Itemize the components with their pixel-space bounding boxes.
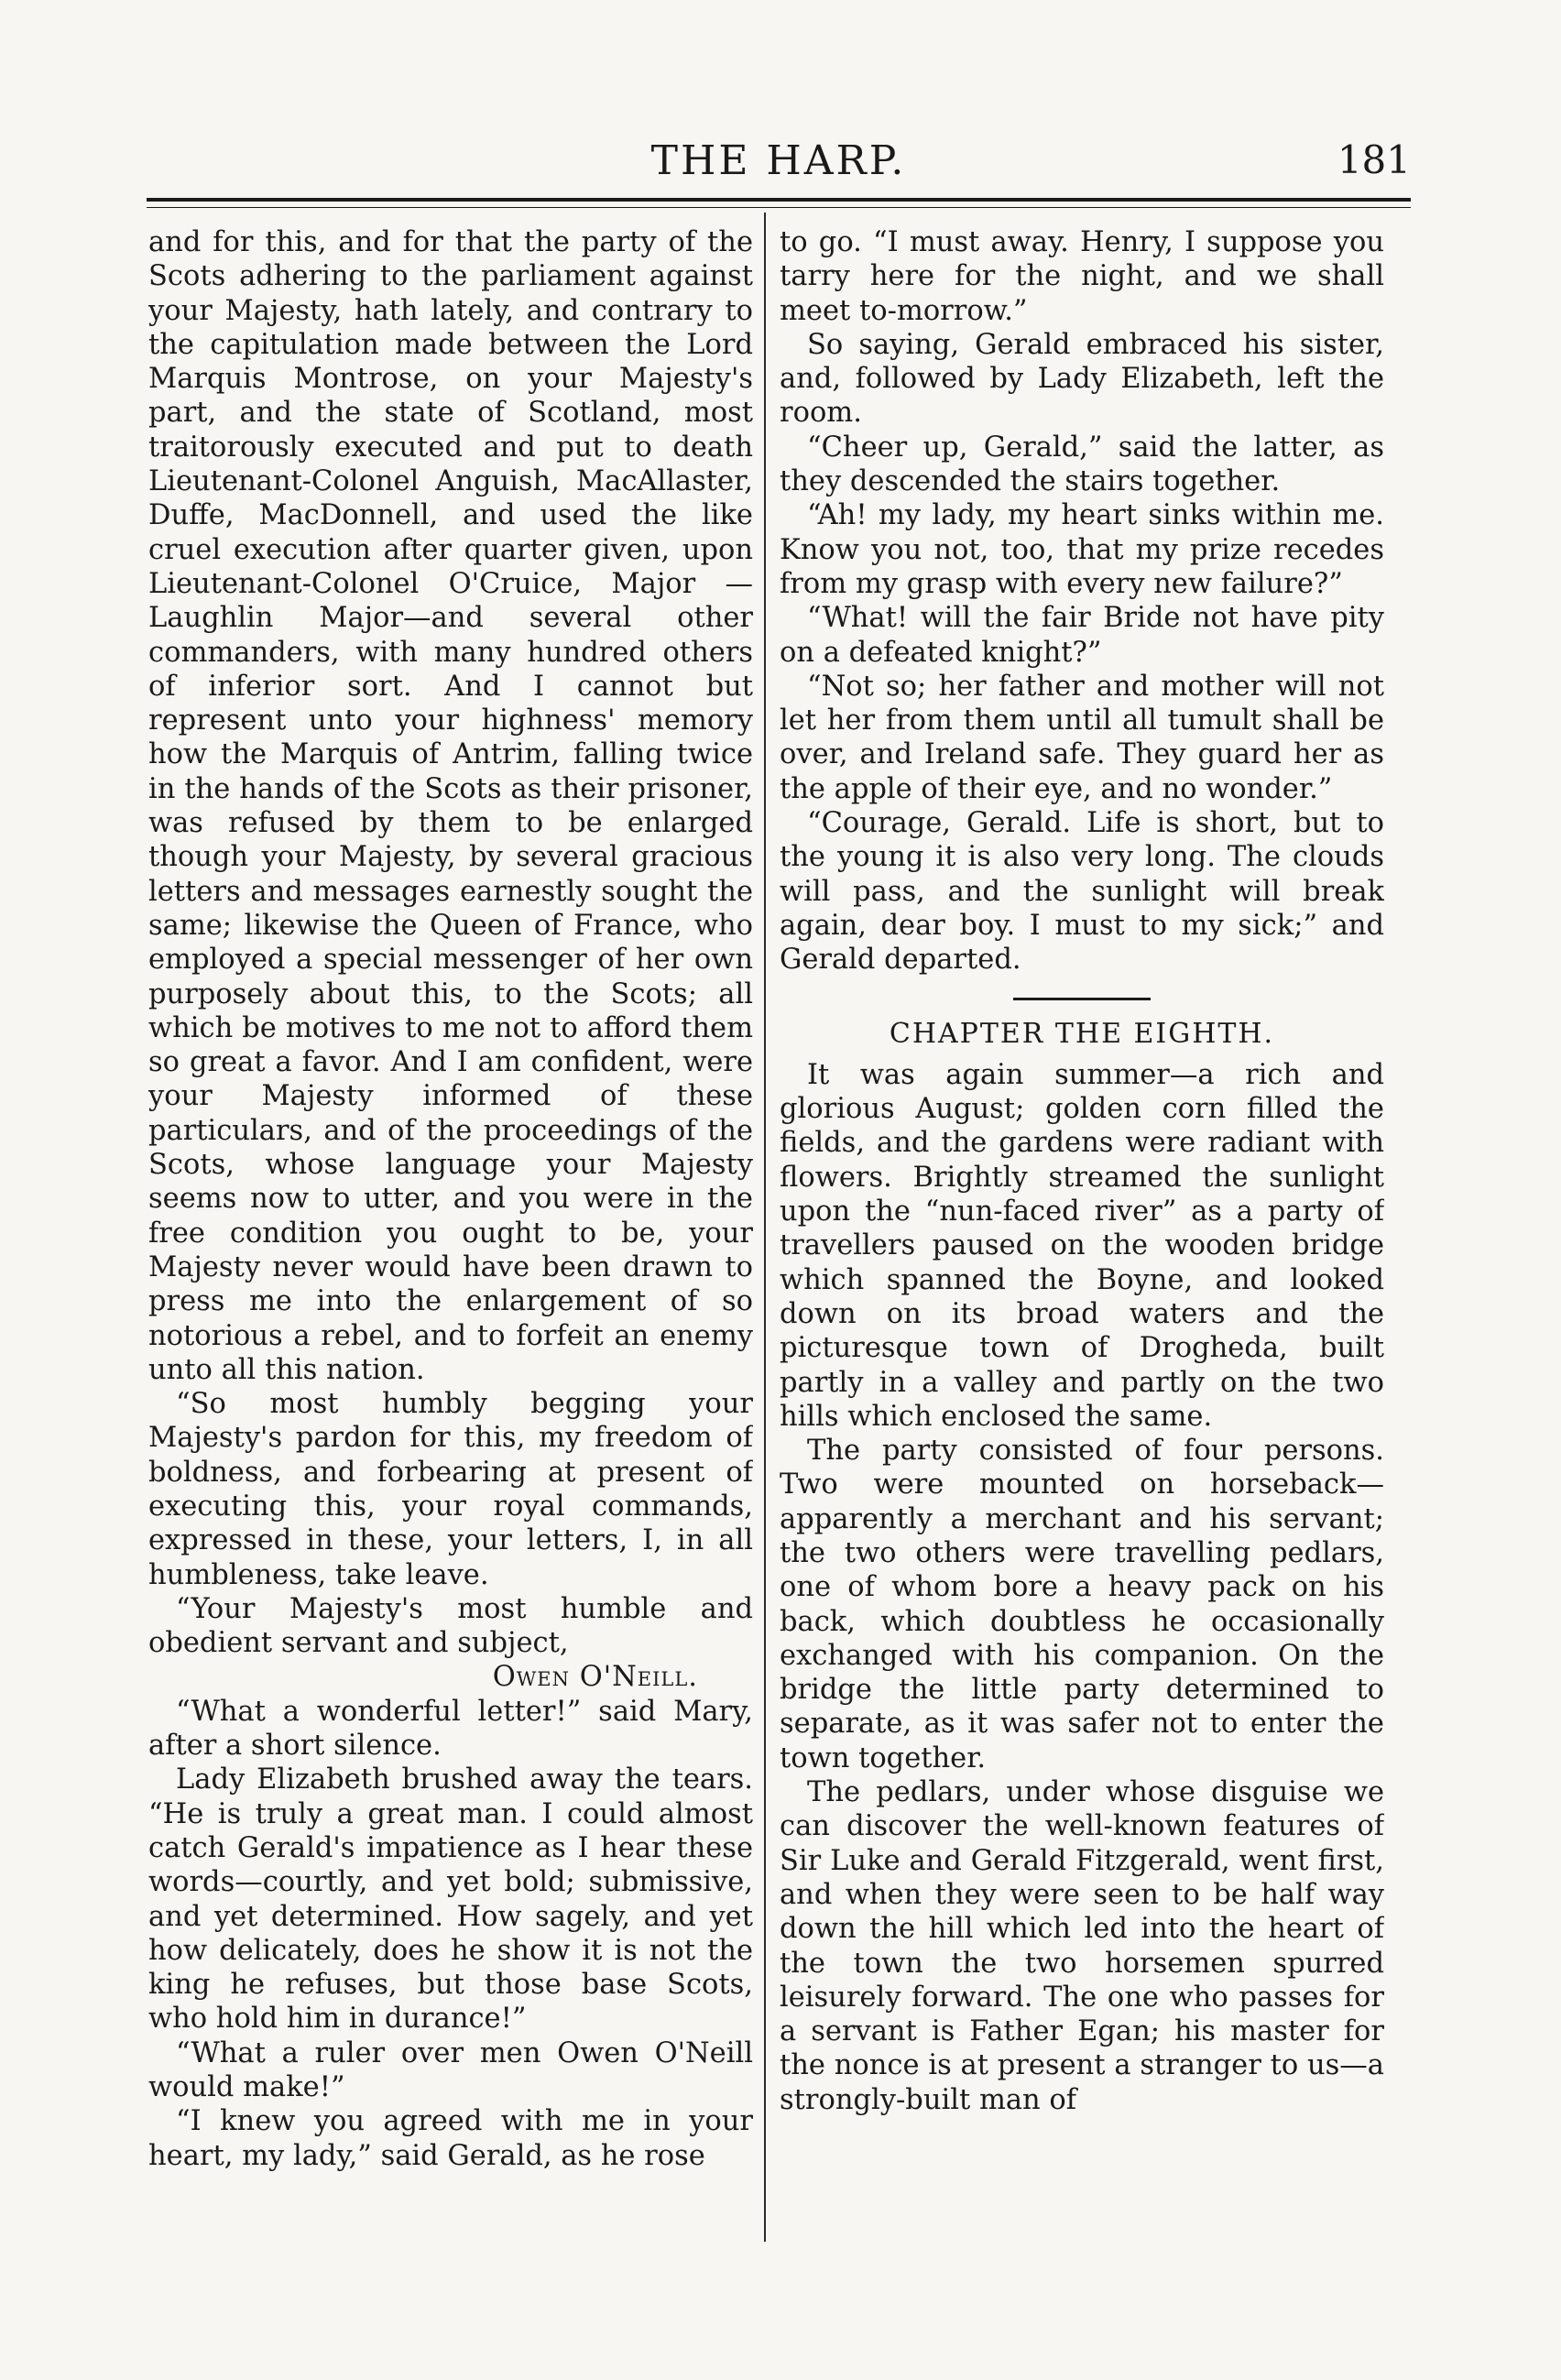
paragraph: “Ah! my lady, my heart sinks within me. Know you not, too, that my prize recedes from my grasp with every new failure?” <box>780 499 1384 600</box>
page-number: 181 <box>1337 137 1411 182</box>
running-title: THE HARP. <box>650 137 907 184</box>
paragraph: So saying, Gerald embraced his sister, and, followed by Lady Elizabeth, left the room. <box>780 328 1384 430</box>
paragraph: “What a ruler over men Owen O'Neill would make!” <box>148 2036 753 2104</box>
left-column <box>148 225 753 2232</box>
paragraph: “Not so; her father and mother will not let her from them until all tumult shall be over, and Ireland safe. They guard her as the apple of their eye, and no wonder.” <box>780 670 1384 805</box>
column-divider <box>764 213 766 2242</box>
right-column <box>780 225 1384 2232</box>
paragraph: The party consisted of four persons. Two were mounted on horseback—apparently a merchant and his servant; the two others were travelling pedlars, one of whom bore a heavy pack on his back, which doubtless he occasionally exchanged with his companion. On the bridge the little party determined to separate, as it was safer not to enter the town together. <box>780 1435 1384 1774</box>
paragraph: “I knew you agreed with me in your heart, my lady,” said Gerald, as he rose <box>148 2105 753 2172</box>
paragraph: “So most humbly begging your Majesty's pardon for this, my freedom of boldness, and forbearing at present of executing this, your royal commands, expressed in these, your letters, I, in all humbleness, take leave. <box>148 1388 753 1591</box>
paragraph: “What! will the fair Bride not have pity on a defeated knight?” <box>780 602 1384 669</box>
paragraph: to go. “I must away. Henry, I suppose you tarry here for the night, and we shall meet to-morrow.” <box>780 226 1384 327</box>
section-divider <box>1013 998 1151 1000</box>
paragraph: “Your Majesty's most humble and obedient servant and subject, <box>148 1592 753 1660</box>
paragraph: “Cheer up, Gerald,” said the latter, as they descended the stairs together. <box>780 431 1384 498</box>
letter-signature: Owen O'Neill. <box>492 1661 698 1694</box>
paragraph: It was again summer—a rich and glorious August; golden corn filled the fields, and the gardens were radiant with flowers. Brightly streamed the sunlight upon the “nun-faced river” as a party of travellers paused on the wooden bridge which spanned the Boyne, and looked down on its broad waters and the picturesque town of Drogheda, built partly in a valley and partly on the two hills which enclosed the same. <box>780 1058 1384 1433</box>
paragraph: “Courage, Gerald. Life is short, but to the young it is also very long. The clouds will pass, and the sunlight will break again, dear boy. I must to my sick;” and Gerald departed. <box>780 807 1384 977</box>
header-rule-thin <box>147 207 1411 208</box>
paragraph: “What a wonderful letter!” said Mary, after a short silence. <box>148 1695 753 1763</box>
paragraph: Lady Elizabeth brushed away the tears. “He is truly a great man. I could almost catch Gerald's impatience as I hear these words—courtly, and yet bold; submissive, and yet determined. How sagely, and yet how delicately, does he show it is not the king he refuses, but those base Scots, who hold him in durance!” <box>148 1763 753 2036</box>
chapter-heading: CHAPTER THE EIGHTH. <box>889 1017 1275 1050</box>
header-rule-thick <box>147 198 1411 202</box>
paragraph: and for this, and for that the party of the Scots adhering to the parliament against your Majesty, hath lately, and contrary to the capitulation made between the Lord Marquis Montrose, on your Majesty's part, and the state of Scotland, most traitorously executed and put to death Lieutenant-Colonel Anguish, MacAllaster, Duffe, MacDonnell, and used the like cruel execution after quarter given, upon Lieutenant-Colonel O'Cruice, Major —Laughlin Major—and several other commanders, with many hundred others of inferior sort. And I cannot but represent unto your highness' memory how the Marquis of Antrim, falling twice in the hands of the Scots as their prisoner, was refused by them to be enlarged though your Majesty, by several gracious letters and messages earnestly sought the same; likewise the Queen of France, who employed a special messenger of her own purposely about this, to the Scots; all which be motives to me not to afford them so great a favor. And I am confident, were your Majesty informed of these particulars, and of the proceedings of the Scots, whose language your Majesty seems now to utter, and you were in the free condition you ought to be, your Majesty never would have been drawn to press me into the enlargement of so notorious a rebel, and to forfeit an enemy unto all this nation. <box>148 226 753 1386</box>
page-header <box>147 137 1411 194</box>
paragraph: The pedlars, under whose disguise we can discover the well-known features of Sir Luke and Gerald Fitzgerald, went first, and when they were seen to be half way down the hill which led into the heart of the town the two horsemen spurred leisurely forward. The one who passes for a servant is Father Egan; his master for the nonce is at present a stranger to us—a strongly-built man of <box>780 1776 1384 2116</box>
